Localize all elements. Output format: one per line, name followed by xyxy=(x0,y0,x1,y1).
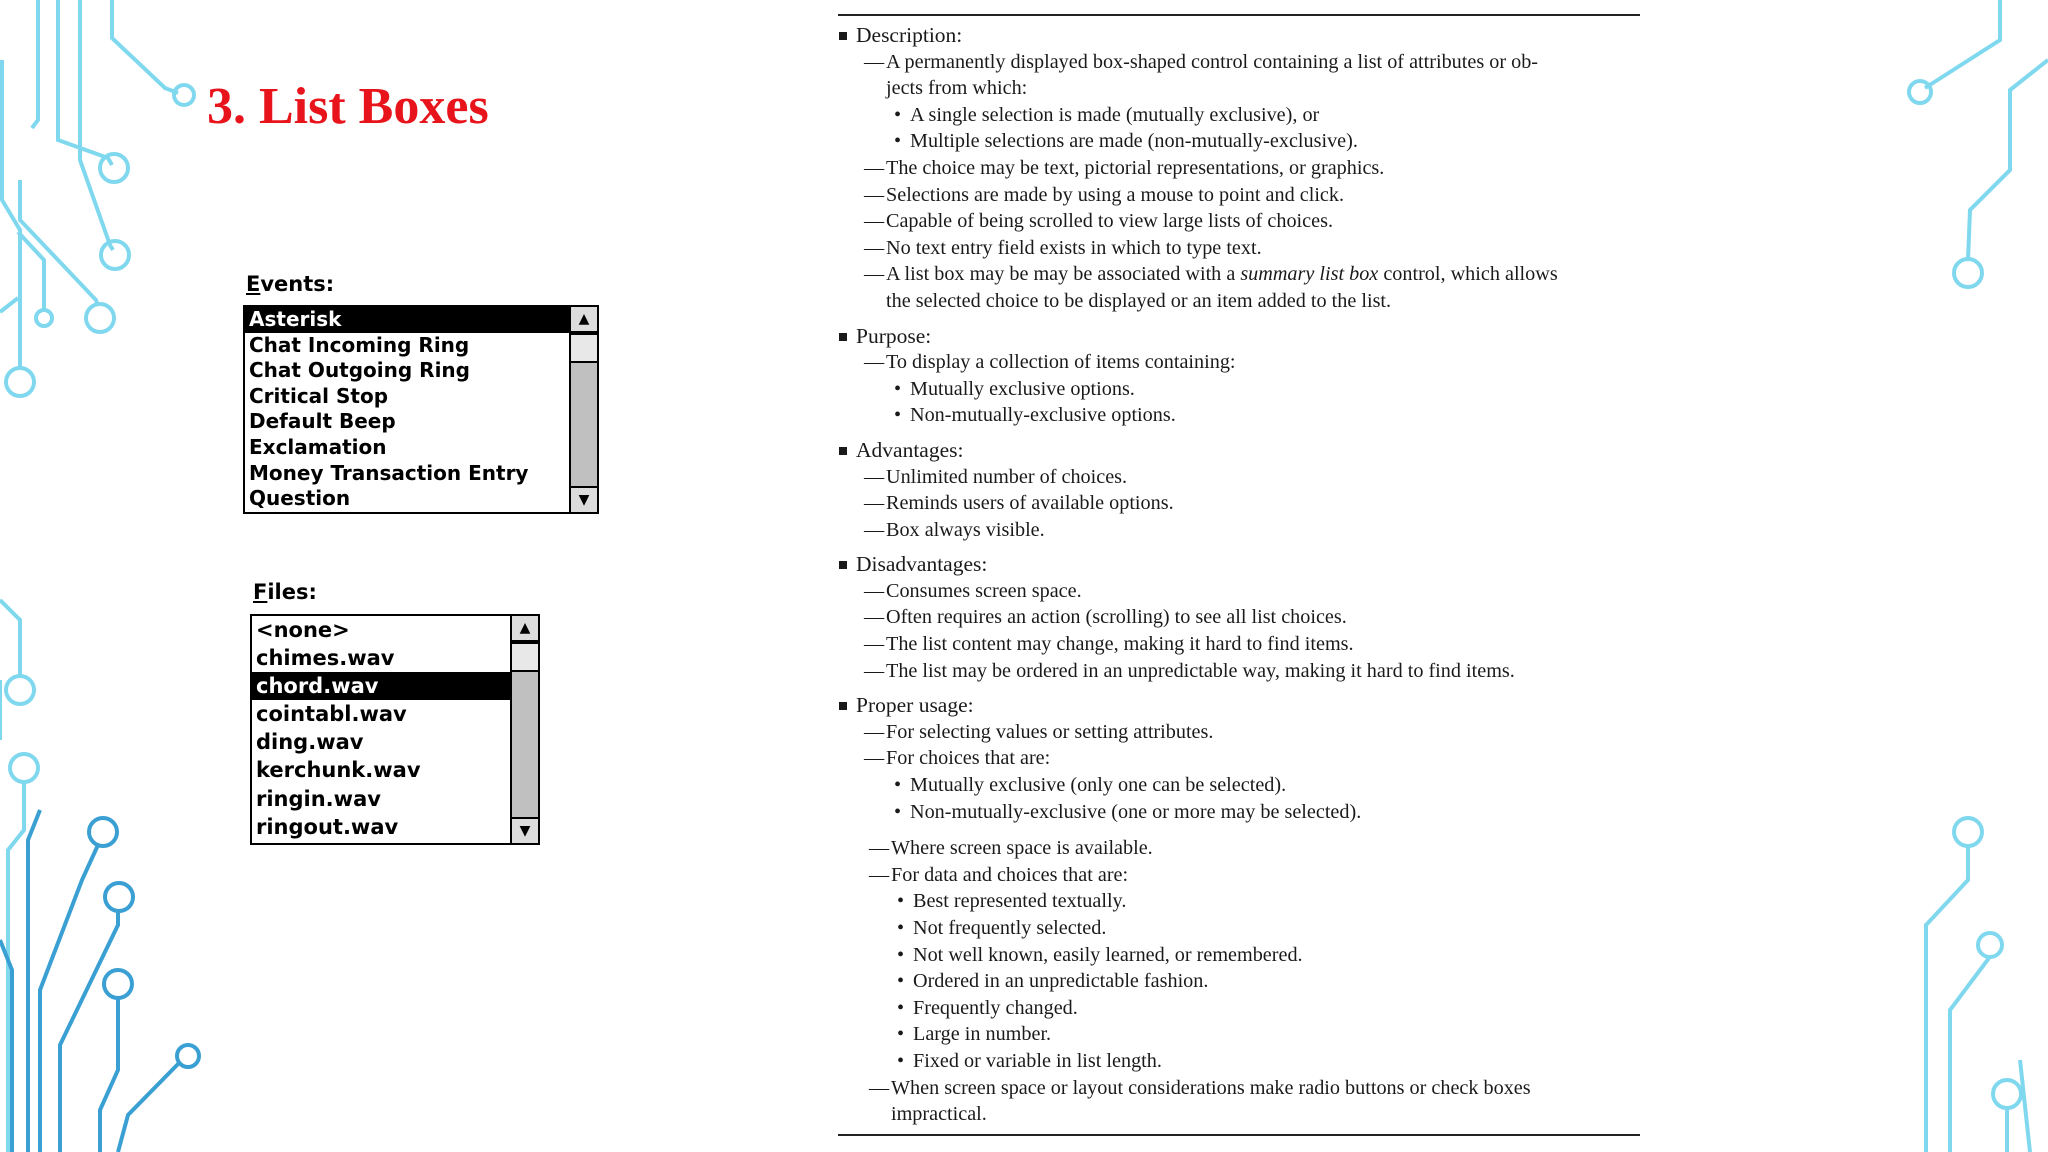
section-purpose xyxy=(838,323,1640,429)
list-item[interactable]: Critical Stop xyxy=(249,383,389,408)
dash-item: — Often requires an action (scrolling) to see all list choices. xyxy=(838,604,1640,631)
dash-item: — A list box may be may be associated with a summary list box control, which allows the selected choice to be displayed or an item added to the list. xyxy=(838,261,1640,314)
dash-item: — The list may be ordered in an unpredictable way, making it hard to find items. xyxy=(838,658,1640,685)
bullet-item: • Multiple selections are made (non-mutually-exclusive). xyxy=(838,128,1640,155)
dash-item: — The list content may change, making it hard to find items. xyxy=(838,631,1640,658)
scrollbar-thumb[interactable] xyxy=(571,333,597,363)
list-item[interactable]: ringout.wav xyxy=(256,814,399,839)
events-label: Events: xyxy=(246,272,335,296)
scroll-up-arrow-icon[interactable]: ▲ xyxy=(512,616,538,642)
dash-item: — For choices that are: xyxy=(838,745,1640,772)
bullet-item: • Fixed or variable in list length. xyxy=(838,1048,1640,1075)
section-heading: Description: xyxy=(838,22,1640,49)
section-heading: Disadvantages: xyxy=(838,551,1640,578)
events-list-items xyxy=(245,307,569,512)
files-label: Files: xyxy=(253,580,317,604)
bullet-item: • Not frequently selected. xyxy=(838,915,1640,942)
list-item[interactable]: ding.wav xyxy=(256,730,364,755)
scroll-up-arrow-icon[interactable]: ▲ xyxy=(571,307,597,333)
section-heading: Purpose: xyxy=(838,323,1640,350)
dash-item: — For selecting values or setting attributes. xyxy=(838,719,1640,746)
bullet-item: • Not well known, easily learned, or remembered. xyxy=(838,942,1640,969)
dash-item: — The choice may be text, pictorial representations, or graphics. xyxy=(838,155,1640,182)
list-item[interactable]: ringin.wav xyxy=(256,786,381,811)
list-item[interactable]: chimes.wav xyxy=(256,646,395,671)
bullet-item: • Non-mutually-exclusive (one or more may be selected). xyxy=(838,799,1640,826)
section-heading: Proper usage: xyxy=(838,692,1640,719)
list-item[interactable]: Exclamation xyxy=(249,434,387,459)
list-item[interactable]: Chat Outgoing Ring xyxy=(249,358,470,383)
list-item[interactable]: Asterisk xyxy=(245,307,569,333)
list-item[interactable]: chord.wav xyxy=(252,672,510,700)
dash-item: — A permanently displayed box-shaped control containing a list of attributes or ob- jects from which: xyxy=(838,49,1640,102)
bullet-item: • Ordered in an unpredictable fashion. xyxy=(838,968,1640,995)
files-scrollbar[interactable] xyxy=(510,616,538,843)
guidelines-document xyxy=(838,14,1640,1136)
section-heading: Advantages: xyxy=(838,437,1640,464)
events-scrollbar[interactable] xyxy=(569,307,597,512)
list-item[interactable]: kerchunk.wav xyxy=(256,758,421,783)
slide-title: 3. List Boxes xyxy=(207,78,489,135)
list-item[interactable]: Default Beep xyxy=(249,409,396,434)
dash-item: — Capable of being scrolled to view large lists of choices. xyxy=(838,208,1640,235)
dash-item: — No text entry field exists in which to type text. xyxy=(838,235,1640,262)
dash-item: — When screen space or layout considerations make radio buttons or check boxes impractical. xyxy=(838,1075,1640,1128)
section-proper-usage xyxy=(838,692,1640,1128)
dash-item: — Where screen space is available. xyxy=(838,835,1640,862)
files-listbox[interactable] xyxy=(250,614,540,845)
dash-item: — Unlimited number of choices. xyxy=(838,464,1640,491)
bullet-item: • Frequently changed. xyxy=(838,995,1640,1022)
dash-item: — Selections are made by using a mouse to point and click. xyxy=(838,182,1640,209)
bullet-item: • Mutually exclusive (only one can be selected). xyxy=(838,772,1640,799)
list-item[interactable]: <none> xyxy=(256,618,350,642)
list-item[interactable]: Money Transaction Entry xyxy=(249,460,529,485)
files-list-items xyxy=(252,616,510,843)
dash-item: — To display a collection of items containing: xyxy=(838,349,1640,376)
list-item[interactable]: Chat Incoming Ring xyxy=(249,332,470,357)
events-listbox[interactable] xyxy=(243,305,599,514)
dash-item: — Reminds users of available options. xyxy=(838,490,1640,517)
bullet-item: • Large in number. xyxy=(838,1021,1640,1048)
bullet-item: • A single selection is made (mutually exclusive), or xyxy=(838,102,1640,129)
list-item[interactable]: cointabl.wav xyxy=(256,702,407,727)
bullet-item: • Best represented textually. xyxy=(838,888,1640,915)
section-description xyxy=(838,22,1640,315)
scroll-down-arrow-icon[interactable]: ▼ xyxy=(512,817,538,843)
list-item[interactable]: Question xyxy=(249,486,351,511)
bullet-item: • Mutually exclusive options. xyxy=(838,376,1640,403)
dash-item: — Consumes screen space. xyxy=(838,578,1640,605)
dash-item: — For data and choices that are: xyxy=(838,862,1640,889)
bullet-item: • Non-mutually-exclusive options. xyxy=(838,402,1640,429)
section-advantages xyxy=(838,437,1640,543)
scroll-down-arrow-icon[interactable]: ▼ xyxy=(571,486,597,512)
dash-item: — Box always visible. xyxy=(838,517,1640,544)
section-disadvantages xyxy=(838,551,1640,684)
scrollbar-thumb[interactable] xyxy=(512,642,538,672)
